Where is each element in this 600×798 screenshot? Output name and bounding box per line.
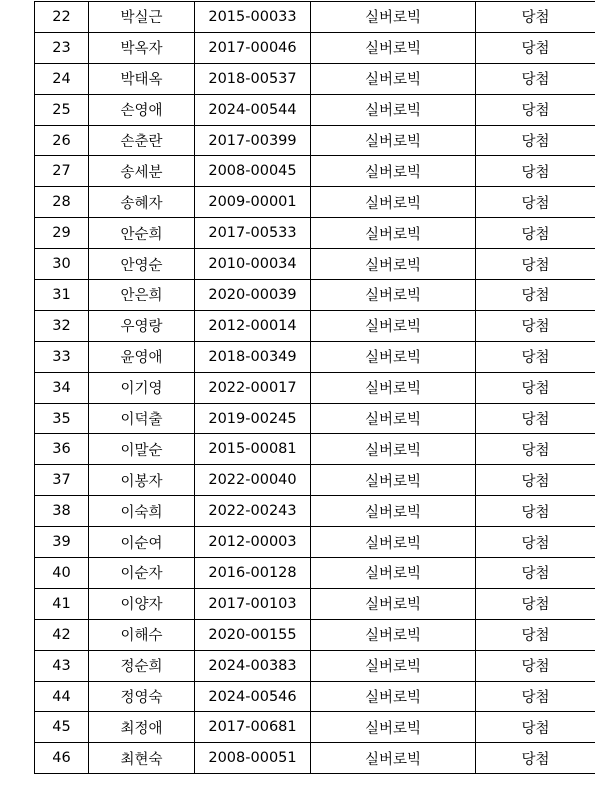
result-status-cell: 당첨 (476, 465, 596, 496)
registration-number-cell: 2008-00045 (195, 156, 311, 187)
registration-number-cell: 2015-00033 (195, 2, 311, 33)
table-row (35, 2, 596, 33)
applicant-name-cell: 정순희 (89, 650, 195, 681)
registration-number-cell: 2020-00039 (195, 280, 311, 311)
table-row (35, 372, 596, 403)
registration-number-cell: 2008-00051 (195, 743, 311, 774)
result-status-cell: 당첨 (476, 310, 596, 341)
table-row (35, 650, 596, 681)
row-number-cell: 34 (35, 372, 89, 403)
result-status-cell: 당첨 (476, 434, 596, 465)
program-name-cell: 실버로빅 (311, 218, 476, 249)
applicant-name-cell: 이양자 (89, 588, 195, 619)
roster-sheet (34, 0, 595, 798)
registration-number-cell: 2019-00245 (195, 403, 311, 434)
registration-number-cell: 2016-00128 (195, 558, 311, 589)
result-status-cell: 당첨 (476, 125, 596, 156)
applicant-name-cell: 우영랑 (89, 310, 195, 341)
program-name-cell: 실버로빅 (311, 280, 476, 311)
program-name-cell: 실버로빅 (311, 712, 476, 743)
result-status-cell: 당첨 (476, 588, 596, 619)
program-name-cell: 실버로빅 (311, 187, 476, 218)
applicant-name-cell: 이숙희 (89, 496, 195, 527)
program-name-cell: 실버로빅 (311, 63, 476, 94)
registration-number-cell: 2017-00533 (195, 218, 311, 249)
applicant-name-cell: 이덕출 (89, 403, 195, 434)
result-status-cell: 당첨 (476, 249, 596, 280)
row-number-cell: 28 (35, 187, 89, 218)
applicant-name-cell: 손춘란 (89, 125, 195, 156)
applicant-name-cell: 최정애 (89, 712, 195, 743)
registration-number-cell: 2018-00537 (195, 63, 311, 94)
row-number-cell: 24 (35, 63, 89, 94)
registration-number-cell: 2017-00046 (195, 32, 311, 63)
row-number-cell: 36 (35, 434, 89, 465)
row-number-cell: 35 (35, 403, 89, 434)
applicant-name-cell: 안순희 (89, 218, 195, 249)
registration-number-cell: 2017-00399 (195, 125, 311, 156)
registration-number-cell: 2022-00040 (195, 465, 311, 496)
table-row (35, 558, 596, 589)
table-row (35, 743, 596, 774)
program-name-cell: 실버로빅 (311, 743, 476, 774)
table-row (35, 465, 596, 496)
table-row (35, 341, 596, 372)
registration-number-cell: 2017-00681 (195, 712, 311, 743)
applicant-name-cell: 이말순 (89, 434, 195, 465)
result-status-cell: 당첨 (476, 32, 596, 63)
table-row (35, 156, 596, 187)
program-name-cell: 실버로빅 (311, 527, 476, 558)
applicant-name-cell: 이봉자 (89, 465, 195, 496)
result-status-cell: 당첨 (476, 187, 596, 218)
result-status-cell: 당첨 (476, 94, 596, 125)
result-status-cell: 당첨 (476, 63, 596, 94)
program-name-cell: 실버로빅 (311, 125, 476, 156)
applicant-name-cell: 정영숙 (89, 681, 195, 712)
program-name-cell: 실버로빅 (311, 465, 476, 496)
program-name-cell: 실버로빅 (311, 588, 476, 619)
result-status-cell: 당첨 (476, 712, 596, 743)
applicant-name-cell: 윤영애 (89, 341, 195, 372)
result-status-cell: 당첨 (476, 681, 596, 712)
registration-number-cell: 2010-00034 (195, 249, 311, 280)
row-number-cell: 44 (35, 681, 89, 712)
applicant-name-cell: 손영애 (89, 94, 195, 125)
program-name-cell: 실버로빅 (311, 156, 476, 187)
program-name-cell: 실버로빅 (311, 341, 476, 372)
result-status-cell: 당첨 (476, 372, 596, 403)
row-number-cell: 40 (35, 558, 89, 589)
row-number-cell: 23 (35, 32, 89, 63)
registration-number-cell: 2024-00546 (195, 681, 311, 712)
row-number-cell: 37 (35, 465, 89, 496)
table-row (35, 187, 596, 218)
applicant-name-cell: 이기영 (89, 372, 195, 403)
table-row (35, 218, 596, 249)
applicant-name-cell: 송혜자 (89, 187, 195, 218)
result-status-cell: 당첨 (476, 2, 596, 33)
row-number-cell: 31 (35, 280, 89, 311)
row-number-cell: 27 (35, 156, 89, 187)
program-name-cell: 실버로빅 (311, 94, 476, 125)
registration-number-cell: 2024-00544 (195, 94, 311, 125)
program-name-cell: 실버로빅 (311, 372, 476, 403)
table-row (35, 280, 596, 311)
table-body (35, 2, 596, 774)
result-status-cell: 당첨 (476, 527, 596, 558)
row-number-cell: 45 (35, 712, 89, 743)
program-name-cell: 실버로빅 (311, 619, 476, 650)
program-name-cell: 실버로빅 (311, 403, 476, 434)
result-status-cell: 당첨 (476, 156, 596, 187)
registration-number-cell: 2020-00155 (195, 619, 311, 650)
program-name-cell: 실버로빅 (311, 249, 476, 280)
row-number-cell: 41 (35, 588, 89, 619)
row-number-cell: 32 (35, 310, 89, 341)
result-status-cell: 당첨 (476, 280, 596, 311)
program-name-cell: 실버로빅 (311, 434, 476, 465)
row-number-cell: 43 (35, 650, 89, 681)
table-row (35, 32, 596, 63)
program-name-cell: 실버로빅 (311, 2, 476, 33)
result-status-cell: 당첨 (476, 650, 596, 681)
result-status-cell: 당첨 (476, 496, 596, 527)
row-number-cell: 38 (35, 496, 89, 527)
table-row (35, 434, 596, 465)
table-row (35, 310, 596, 341)
applicant-name-cell: 이순자 (89, 558, 195, 589)
row-number-cell: 22 (35, 2, 89, 33)
applicant-name-cell: 최현숙 (89, 743, 195, 774)
row-number-cell: 46 (35, 743, 89, 774)
table-row (35, 681, 596, 712)
table-row (35, 496, 596, 527)
result-status-cell: 당첨 (476, 218, 596, 249)
registration-number-cell: 2022-00017 (195, 372, 311, 403)
table-row (35, 125, 596, 156)
result-status-cell: 당첨 (476, 743, 596, 774)
registration-number-cell: 2015-00081 (195, 434, 311, 465)
registration-number-cell: 2012-00014 (195, 310, 311, 341)
registration-number-cell: 2022-00243 (195, 496, 311, 527)
registration-number-cell: 2017-00103 (195, 588, 311, 619)
lottery-results-table (34, 1, 595, 774)
table-row (35, 712, 596, 743)
table-row (35, 619, 596, 650)
applicant-name-cell: 안은희 (89, 280, 195, 311)
result-status-cell: 당첨 (476, 558, 596, 589)
applicant-name-cell: 박태옥 (89, 63, 195, 94)
registration-number-cell: 2012-00003 (195, 527, 311, 558)
program-name-cell: 실버로빅 (311, 32, 476, 63)
result-status-cell: 당첨 (476, 341, 596, 372)
row-number-cell: 29 (35, 218, 89, 249)
result-status-cell: 당첨 (476, 619, 596, 650)
table-row (35, 63, 596, 94)
applicant-name-cell: 이해수 (89, 619, 195, 650)
table-row (35, 94, 596, 125)
table-row (35, 527, 596, 558)
applicant-name-cell: 송세분 (89, 156, 195, 187)
row-number-cell: 42 (35, 619, 89, 650)
row-number-cell: 33 (35, 341, 89, 372)
row-number-cell: 39 (35, 527, 89, 558)
table-row (35, 249, 596, 280)
program-name-cell: 실버로빅 (311, 558, 476, 589)
applicant-name-cell: 이순여 (89, 527, 195, 558)
registration-number-cell: 2018-00349 (195, 341, 311, 372)
result-status-cell: 당첨 (476, 403, 596, 434)
table-row (35, 588, 596, 619)
registration-number-cell: 2009-00001 (195, 187, 311, 218)
program-name-cell: 실버로빅 (311, 650, 476, 681)
row-number-cell: 25 (35, 94, 89, 125)
applicant-name-cell: 박실근 (89, 2, 195, 33)
program-name-cell: 실버로빅 (311, 681, 476, 712)
registration-number-cell: 2024-00383 (195, 650, 311, 681)
program-name-cell: 실버로빅 (311, 310, 476, 341)
row-number-cell: 30 (35, 249, 89, 280)
table-row (35, 403, 596, 434)
row-number-cell: 26 (35, 125, 89, 156)
applicant-name-cell: 안영순 (89, 249, 195, 280)
program-name-cell: 실버로빅 (311, 496, 476, 527)
applicant-name-cell: 박옥자 (89, 32, 195, 63)
